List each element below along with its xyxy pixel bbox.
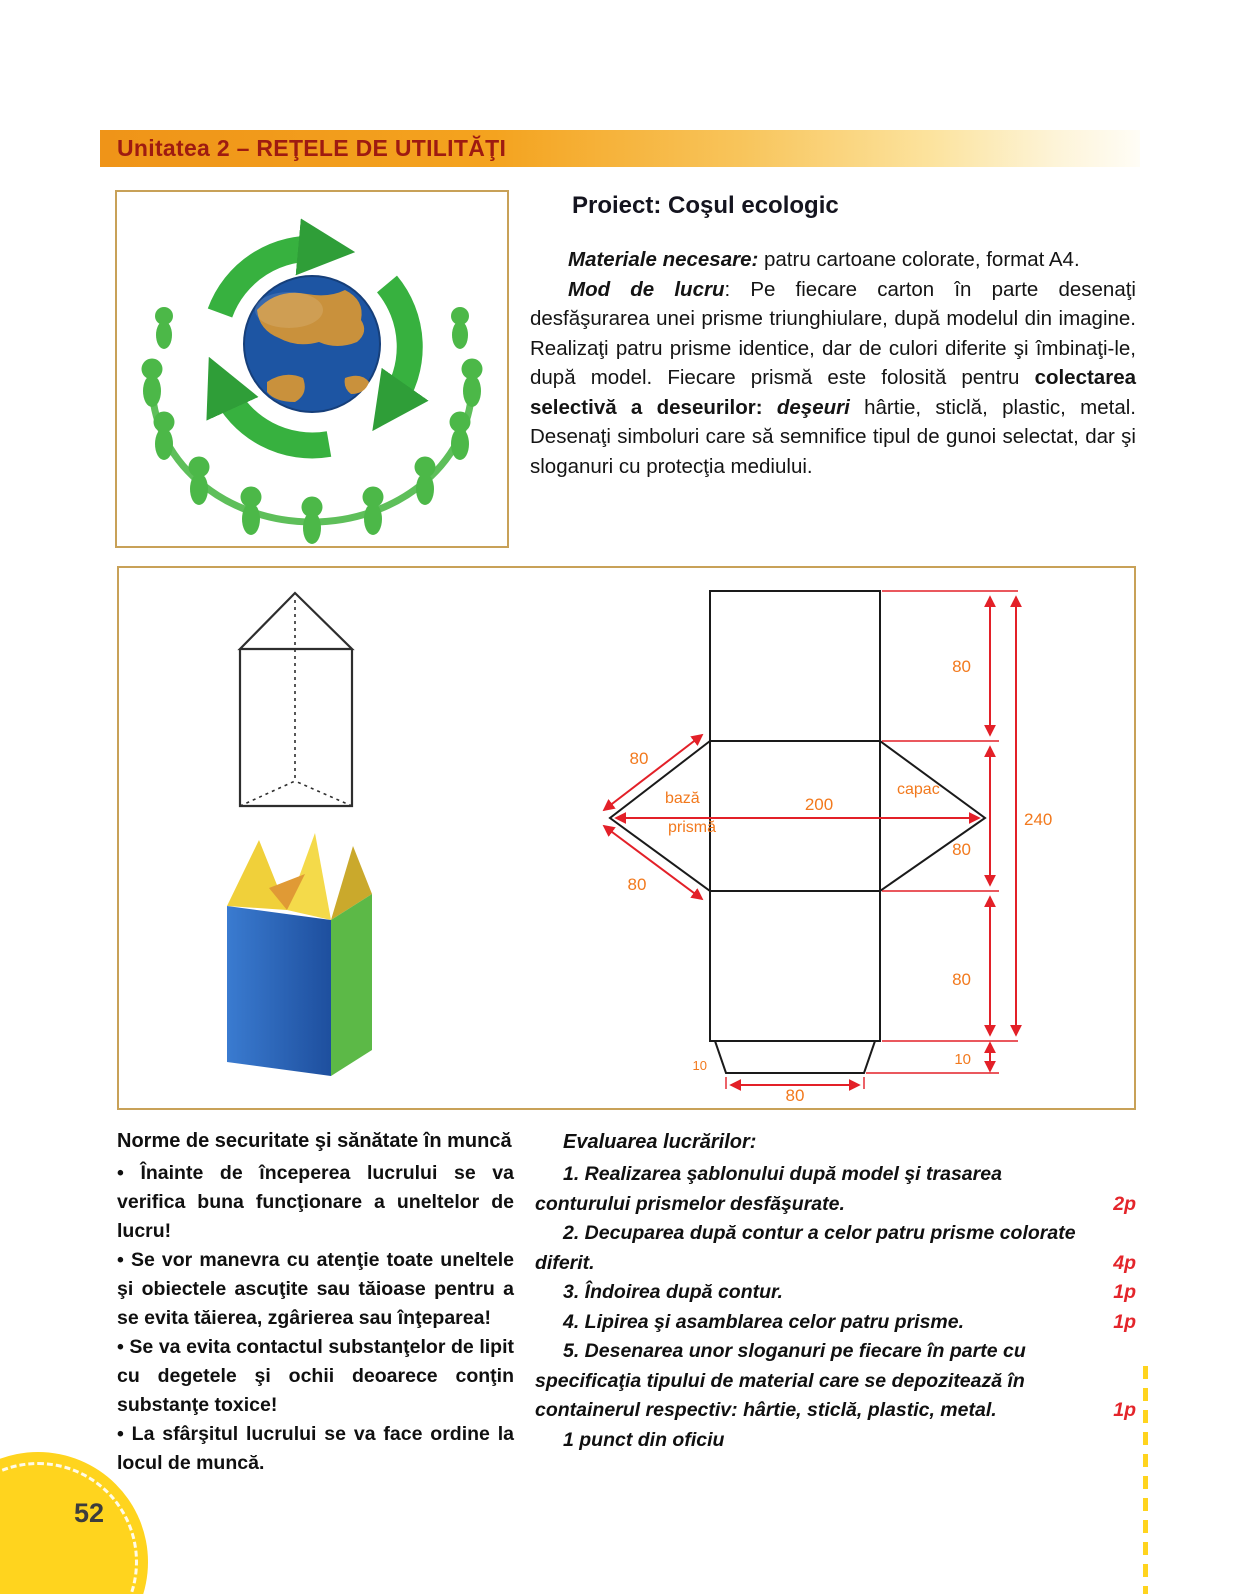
method-text-2: hârtie, sticlă, plastic, metal. Desenaţi simboluri care să semnifice tipul de gunoi selectat, dar şi sloganuri cu protecţia mediului. bbox=[530, 395, 1136, 478]
triangular-prism-colored bbox=[227, 833, 372, 1076]
triangular-prism-wireframe bbox=[240, 593, 352, 806]
project-paragraph-method bbox=[530, 275, 1136, 482]
dim-80-top-label: 80 bbox=[952, 657, 971, 676]
page-number-dashed-ring bbox=[0, 1462, 138, 1594]
project-section bbox=[530, 192, 1136, 481]
dimension-labels bbox=[628, 657, 1053, 1105]
safety-bullet: • La sfârşitul lucrului se va face ordine la locul de muncă. bbox=[117, 1423, 514, 1474]
recycle-image-frame bbox=[115, 190, 509, 548]
diagram-frame bbox=[117, 566, 1136, 1110]
item-text: 3. Îndoirea după contur. bbox=[563, 1281, 783, 1303]
evaluation-item bbox=[535, 1308, 1136, 1338]
safety-bullet: • Se vor manevra cu atenţie toate uneltele şi obiectele ascuţite sau tăioase pentru a se evita tăierea, zgârierea sau înţeparea! bbox=[117, 1249, 514, 1329]
dim-10-left-label: 10 bbox=[692, 1058, 707, 1073]
evaluation-item bbox=[535, 1278, 1136, 1308]
baza-label: bază bbox=[665, 790, 700, 807]
points-badge: 4p bbox=[1113, 1251, 1136, 1274]
diagram-canvas bbox=[119, 568, 1134, 1108]
dim-10-right-label: 10 bbox=[954, 1051, 971, 1068]
dim-200-label: 200 bbox=[804, 795, 834, 814]
project-paragraph-materials bbox=[530, 245, 1136, 275]
dim-80-bottom-width-label: 80 bbox=[785, 1086, 805, 1105]
evaluation-footer: 1 punct din oficiu bbox=[563, 1428, 725, 1451]
prisma-label: prismă bbox=[668, 819, 717, 836]
globe-icon bbox=[244, 276, 380, 412]
unit-header-bar bbox=[100, 130, 1140, 167]
points-badge: 1p bbox=[1113, 1281, 1136, 1303]
safety-title: Norme de securitate şi sănătate în muncă bbox=[117, 1130, 512, 1152]
tri-edge-80-bottom-label: 80 bbox=[627, 875, 647, 894]
item-text: 2. Decuparea după contur a celor patru prisme colorate diferit. bbox=[535, 1222, 1076, 1274]
evaluation-title: Evaluarea lucrărilor: bbox=[563, 1131, 757, 1153]
recycle-illustration bbox=[117, 192, 507, 546]
materials-text: patru cartoane colorate, format A4. bbox=[758, 248, 1080, 271]
points-badge: 1p bbox=[1113, 1310, 1136, 1333]
unit-title: Unitatea 2 – REŢELE DE UTILITĂŢI bbox=[117, 135, 507, 161]
safety-bullet: • Înainte de începerea lucrului se va verifica buna funcţionare a uneltelor de lucru! bbox=[117, 1162, 514, 1242]
right-dashed-border bbox=[1143, 1366, 1148, 1594]
materials-label: Materiale necesare: bbox=[568, 248, 759, 271]
capac-label: capac bbox=[897, 781, 940, 798]
tri-edge-80-top-label: 80 bbox=[629, 749, 649, 768]
dim-80-bottom-label: 80 bbox=[952, 970, 971, 989]
prism-net-outline bbox=[610, 591, 985, 1073]
waste-bold-text: colectarea selectivă a deseurilor: bbox=[530, 366, 1136, 419]
evaluation-item bbox=[535, 1337, 1136, 1426]
dim-80-mid-label: 80 bbox=[952, 840, 971, 859]
points-badge: 2p bbox=[1113, 1192, 1136, 1215]
evaluation-section bbox=[535, 1131, 1136, 1452]
safety-section bbox=[117, 1130, 514, 1478]
safety-bullet: • Se va evita contactul substanţelor de lipit cu degetele şi ochii deoarece conţin substanţe toxice! bbox=[117, 1336, 514, 1416]
points-badge: 1p bbox=[1113, 1399, 1136, 1421]
waste-italic-word: deşeuri bbox=[776, 395, 850, 419]
page-number: 52 bbox=[74, 1498, 105, 1528]
item-text: 4. Lipirea şi asamblarea celor patru prisme. bbox=[563, 1310, 965, 1333]
project-title: Proiect: Coşul ecologic bbox=[572, 192, 839, 219]
item-text: 1. Realizarea şablonului după model şi trasarea conturului prismelor desfăşurate. bbox=[535, 1163, 1002, 1215]
dim-240-label: 240 bbox=[1024, 810, 1053, 829]
item-text: 5. Desenarea unor sloganuri pe fiecare în parte cu specificaţia tipului de material care se depozitează în containerul respectiv: hârtie, sticlă, plastic, metal. bbox=[535, 1340, 1026, 1421]
evaluation-item bbox=[535, 1219, 1136, 1278]
method-text-1: : Pe fiecare carton în parte desenaţi desfăşurarea unei prisme triunghiulare, după modelul din imagine. Realizaţi patru prisme identice, dar de culori diferite şi îmbinaţi-le, după model. Fiecare prismă este folosită pentru bbox=[530, 277, 1136, 389]
method-label: Mod de lucru bbox=[568, 277, 725, 301]
evaluation-item bbox=[535, 1160, 1136, 1219]
